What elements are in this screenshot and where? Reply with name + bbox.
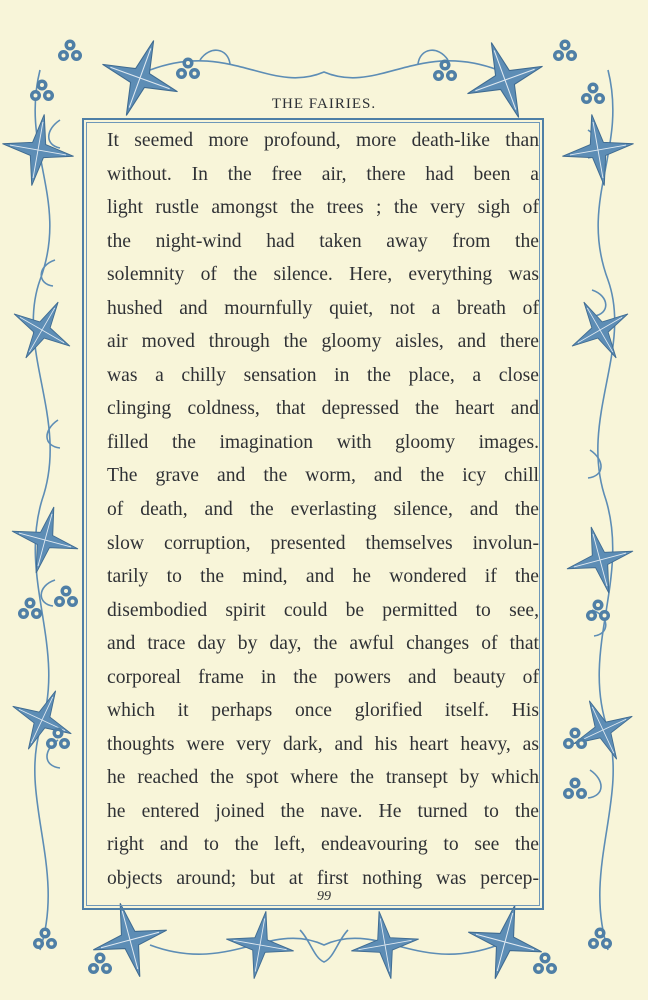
- page-number: 99: [317, 889, 331, 904]
- text-line: solemnity of the silence. Here, everything was: [107, 264, 539, 286]
- text-line: he reached the spot where the transept by which: [107, 767, 539, 789]
- text-line: The grave and the worm, and the icy chill: [107, 465, 539, 487]
- text-line: disembodied spirit could be permitted to see,: [107, 599, 539, 621]
- text-line: thoughts were very dark, and his heart heavy, as: [107, 733, 539, 755]
- text-line: light rustle amongst the trees ; the very sigh of: [107, 197, 539, 219]
- text-line: without. In the free air, there had been a: [107, 163, 539, 185]
- text-line: of death, and the everlasting silence, and the: [107, 499, 539, 521]
- text-line: the night-wind had taken away from the: [107, 230, 539, 252]
- text-line: slow corruption, presented themselves involun-: [107, 532, 539, 554]
- text-line: filled the imagination with gloomy images.: [107, 431, 539, 453]
- text-line: clinging coldness, that depressed the heart and: [107, 398, 539, 420]
- text-line: right and to the left, endeavouring to see the: [107, 834, 539, 856]
- text-line: tarily to the mind, and he wondered if the: [107, 566, 539, 588]
- text-line: hushed and mournfully quiet, not a breath of: [107, 297, 539, 319]
- text-line: objects around; but at first nothing was percep-: [107, 868, 539, 890]
- text-line: was a chilly sensation in the place, a close: [107, 364, 539, 386]
- text-line: It seemed more profound, more death-like than: [107, 130, 539, 151]
- text-line: corporeal frame in the powers and beauty of: [107, 666, 539, 688]
- page-body: [107, 124, 539, 896]
- text-line: and trace day by day, the awful changes of that: [107, 633, 539, 655]
- text-line: air moved through the gloomy aisles, and there: [107, 331, 539, 353]
- text-line: he entered joined the nave. He turned to the: [107, 800, 539, 822]
- running-head: THE FAIRIES.: [271, 96, 377, 112]
- text-line: which it perhaps once glorified itself. His: [107, 700, 539, 722]
